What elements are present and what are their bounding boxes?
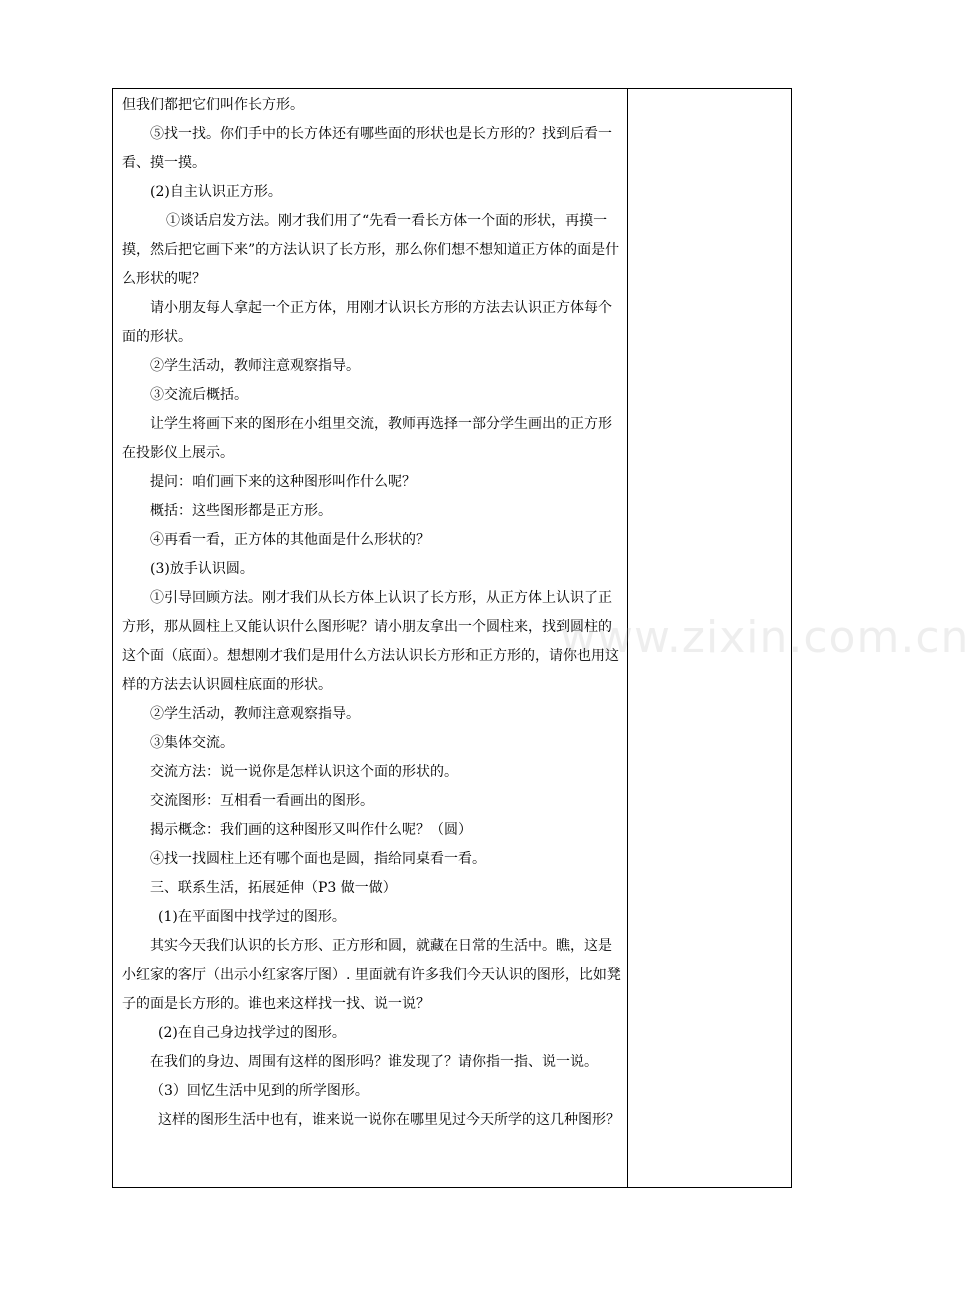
paragraph: （3）回忆生活中见到的所学图形。 [150,1083,369,1099]
paragraph: (1)在平面图中找学过的图形。 [158,909,346,925]
paragraph: ①引导回顾方法。刚才我们从长方体上认识了长方形，从正方体上认识了正方形，那从圆柱上又能认识什么图形呢？请小朋友拿出一个圆柱来，找到圆柱的这个面（底面）。想想刚才我们是用什么方法认识长方形和正方形的，请你也用这样的方法去认识圆柱底面的形状。 [122,590,619,693]
paragraph: ③集体交流。 [150,735,234,751]
paragraph: (2)在自己身边找学过的图形。 [158,1025,346,1041]
paragraph: 请小朋友每人拿起一个正方体，用刚才认识长方形的方法去认识正方体每个面的形状。 [122,300,612,345]
lesson-content-cell [122,91,624,1135]
paragraph: 交流方法：说一说你是怎样认识这个面的形状的。 [150,764,458,780]
paragraph: ④再看一看，正方体的其他面是什么形状的？ [150,532,430,548]
paragraph: 这样的图形生活中也有，谁来说一说你在哪里见过今天所学的这几种图形？ [158,1112,620,1128]
paragraph: 概括：这些图形都是正方形。 [150,503,332,519]
paragraph: 三、联系生活，拓展延伸（P3 做一做） [150,880,397,896]
paragraph: 在我们的身边、周围有这样的图形吗？谁发现了？请你指一指、说一说。 [150,1054,598,1070]
paragraph: ②学生活动，教师注意观察指导。 [150,358,360,374]
paragraph: ④找一找圆柱上还有哪个面也是圆，指给同桌看一看。 [150,851,486,867]
paragraph: ①谈话启发方法。刚才我们用了“先看一看长方体一个面的形状，再摸一摸，然后把它画下来”的方法认识了长方形，那么你们想不想知道正方体的面是什么形状的呢？ [122,213,620,287]
paragraph: ⑤找一找。你们手中的长方体还有哪些面的形状也是长方形的？找到后看一看、摸一摸。 [122,126,612,171]
paragraph: 揭示概念：我们画的这种图形又叫作什么呢？（圆） [150,822,472,838]
paragraph: 提问：咱们画下来的这种图形叫作什么呢？ [150,474,416,490]
paragraph: ③交流后概括。 [150,387,248,403]
paragraph: (2)自主认识正方形。 [150,184,282,200]
notes-cell [628,89,791,1187]
watermark: www.zixin.com.cn [560,612,969,663]
paragraph: 其实今天我们认识的长方形、正方形和圆，就藏在日常的生活中。瞧，这是小红家的客厅（出示小红家客厅图）. 里面就有许多我们今天认识的图形，比如凳子的面是长方形的。谁也来这样找一找、说一说？ [122,938,621,1012]
lesson-table [112,88,792,1188]
paragraph: 交流图形：互相看一看画出的图形。 [150,793,374,809]
paragraph: 但我们都把它们叫作长方形。 [122,97,304,113]
paragraph: 让学生将画下来的图形在小组里交流，教师再选择一部分学生画出的正方形在投影仪上展示。 [122,416,612,461]
paragraph: (3)放手认识圆。 [150,561,254,577]
paragraph: ②学生活动，教师注意观察指导。 [150,706,360,722]
